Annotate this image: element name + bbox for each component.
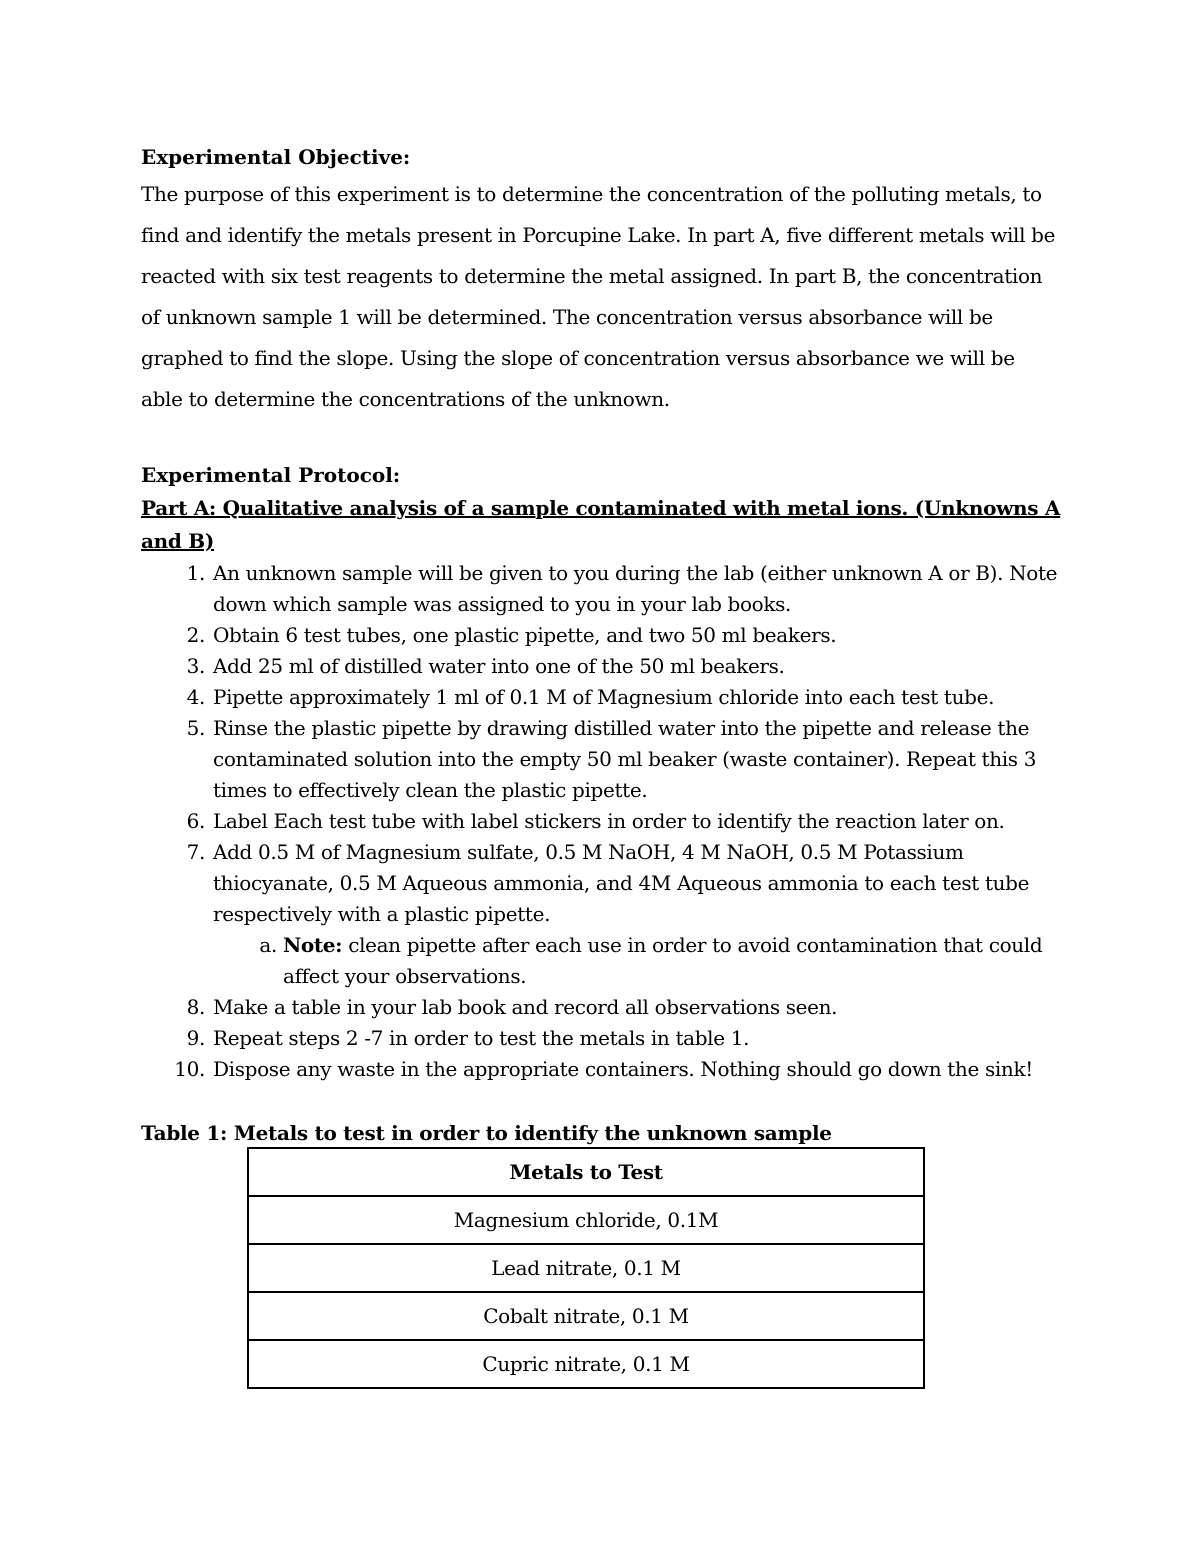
objective-paragraph: The purpose of this experiment is to determine the concentration of the polluting metals, to find and identify the metals present in Porcupine Lake. In part A, five different metals will be reacted with six test reagents to determine the metal assigned. In part B, the concentration of unknown sample 1 will be determined. The concentration versus absorbance will be graphed to find the slope. Using the slope of concentration versus absorbance we will be able to determine the concentrations of the unknown.: [141, 182, 1056, 411]
list-item: [211, 1054, 1061, 1085]
protocol-section: [141, 458, 1061, 1085]
table-row: [248, 1340, 924, 1388]
list-item: [211, 651, 1061, 682]
list-item: [211, 992, 1061, 1023]
note-label: Note:: [283, 933, 343, 957]
table-1-caption: Table 1: Metals to test in order to identify the unknown sample: [141, 1121, 832, 1145]
table-cell: Magnesium chloride, 0.1M: [248, 1196, 924, 1244]
objective-section: [141, 140, 1061, 420]
table-header-row: [248, 1148, 924, 1196]
table-header-cell: Metals to Test: [248, 1148, 924, 1196]
table-row: [248, 1244, 924, 1292]
note-text: clean pipette after each use in order to avoid contamination that could affect your observations.: [283, 933, 1043, 988]
step-7-sublist: [213, 930, 1061, 992]
step-text: Make a table in your lab book and record all observations seen.: [213, 995, 838, 1019]
step-text: Obtain 6 test tubes, one plastic pipette, and two 50 ml beakers.: [213, 623, 837, 647]
table-row: [248, 1292, 924, 1340]
list-item: [211, 713, 1061, 806]
step-text: Dispose any waste in the appropriate containers. Nothing should go down the sink!: [213, 1057, 1033, 1081]
table-1-section: [141, 1119, 1061, 1389]
list-item: [211, 682, 1061, 713]
step-text: An unknown sample will be given to you during the lab (either unknown A or B). Note down which sample was assigned to you in your lab books.: [213, 561, 1058, 616]
objective-heading: Experimental Objective:: [141, 145, 411, 169]
part-a-heading: Part A: Qualitative analysis of a sample contaminated with metal ions. (Unknowns A and B): [141, 496, 1061, 553]
list-item: [211, 806, 1061, 837]
table-cell: Cobalt nitrate, 0.1 M: [248, 1292, 924, 1340]
list-item: [211, 558, 1061, 620]
document-page: [141, 140, 1061, 1389]
table-cell: Cupric nitrate, 0.1 M: [248, 1340, 924, 1388]
step-text: Pipette approximately 1 ml of 0.1 M of Magnesium chloride into each test tube.: [213, 685, 995, 709]
table-cell: Lead nitrate, 0.1 M: [248, 1244, 924, 1292]
step-text: Rinse the plastic pipette by drawing distilled water into the pipette and release the contaminated solution into the empty 50 ml beaker (waste container). Repeat this 3 times to effectively clean the plastic pipette.: [213, 716, 1037, 802]
step-7-note: [283, 930, 1061, 992]
step-text: Add 25 ml of distilled water into one of the 50 ml beakers.: [213, 654, 785, 678]
step-text: Add 0.5 M of Magnesium sulfate, 0.5 M NaOH, 4 M NaOH, 0.5 M Potassium thiocyanate, 0.5 M Aqueous ammonia, and 4M Aqueous ammonia to each test tube respectively with a plastic pipette.: [213, 840, 1030, 926]
metals-table: [247, 1147, 925, 1389]
step-text: Label Each test tube with label stickers in order to identify the reaction later on.: [213, 809, 1005, 833]
list-item: [211, 1023, 1061, 1054]
step-text: Repeat steps 2 -7 in order to test the metals in table 1.: [213, 1026, 750, 1050]
protocol-steps-list: [141, 558, 1061, 1085]
protocol-heading: Experimental Protocol:: [141, 463, 401, 487]
table-row: [248, 1196, 924, 1244]
list-item: [211, 837, 1061, 992]
list-item: [211, 620, 1061, 651]
